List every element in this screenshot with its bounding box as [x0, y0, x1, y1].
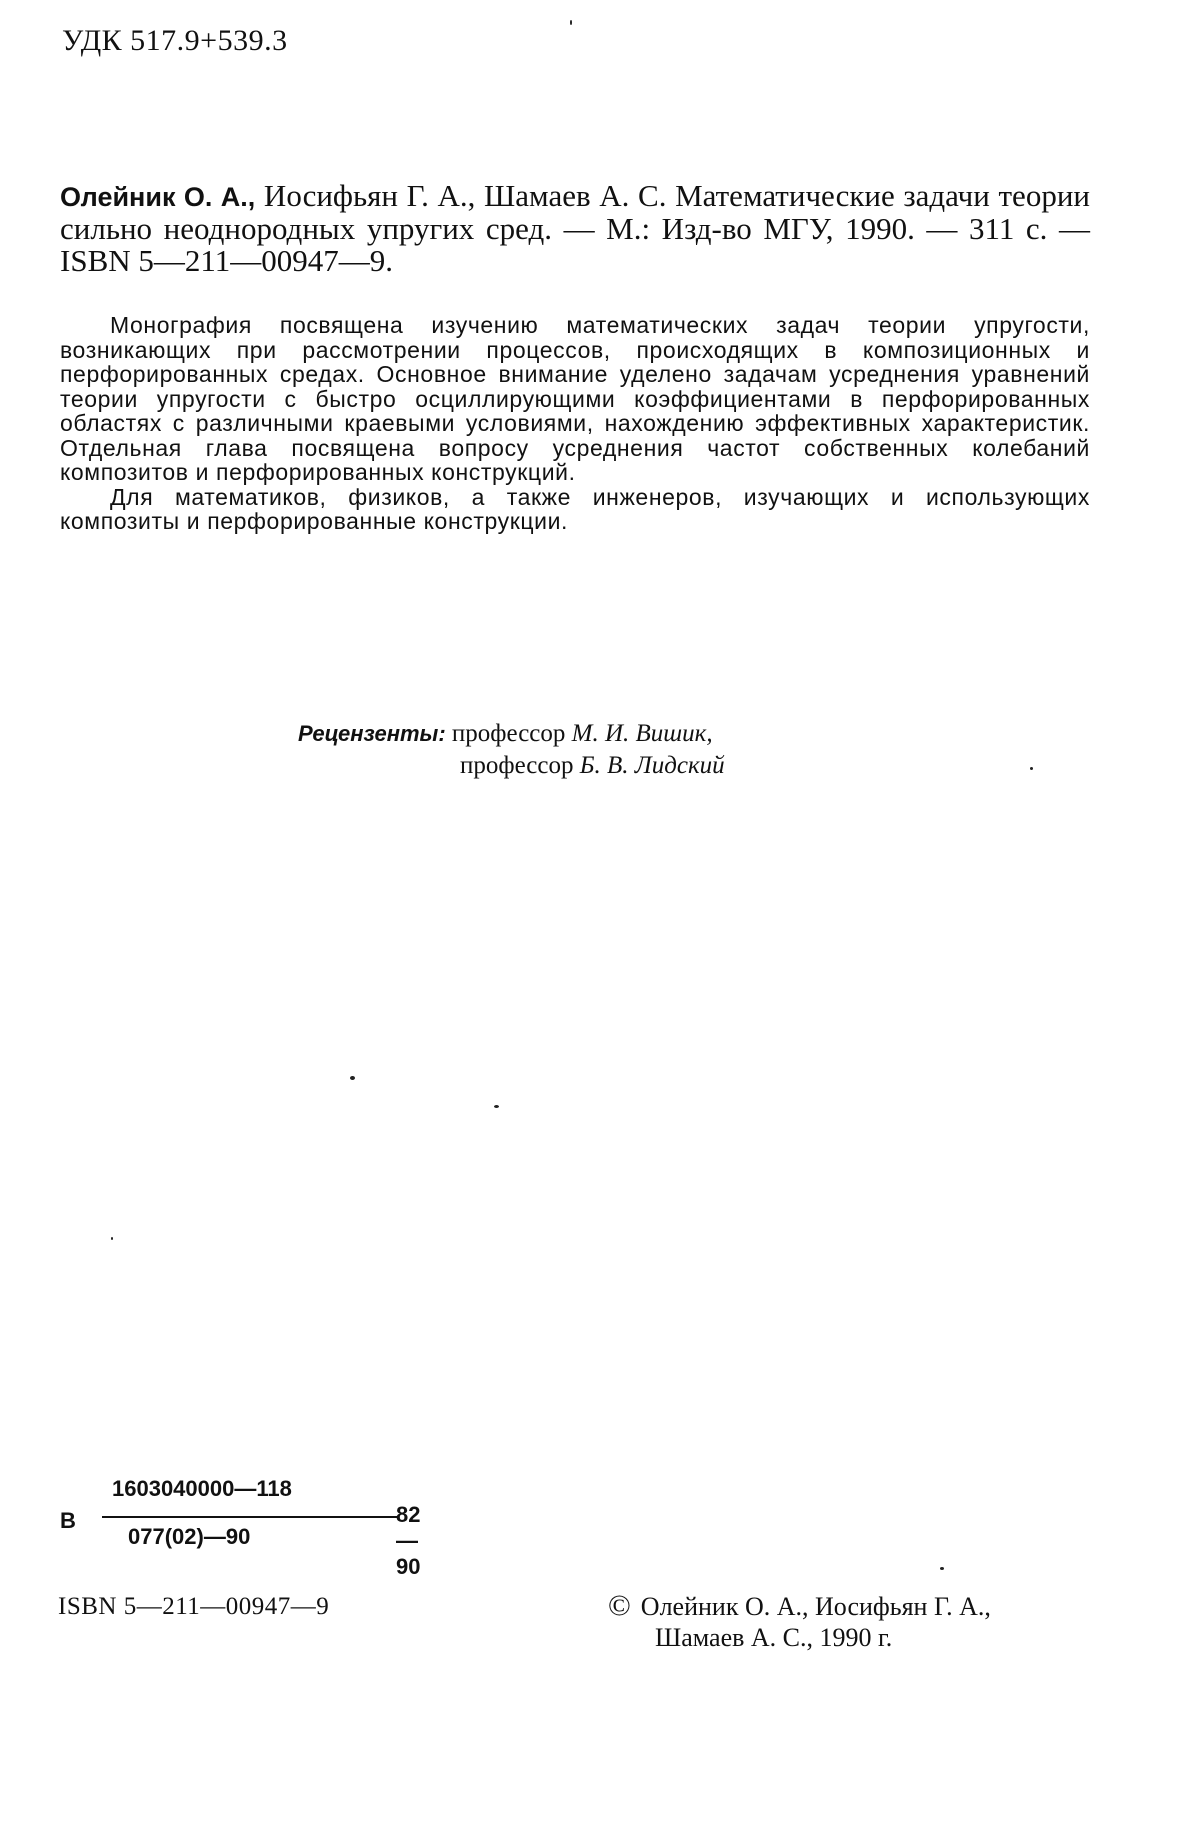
scan-speck — [494, 1105, 499, 1108]
bibliographic-citation — [60, 180, 1090, 277]
audience-paragraph: Для математиков, физиков, а также инженеров, изучающих и использующих композиты и перфорированные конструкции. — [60, 483, 1090, 534]
citation-first-author: Олейник О. А., — [60, 182, 256, 212]
copyright-holders: Олейник О. А., Иосифьян Г. А., — [640, 1592, 991, 1621]
citation-text: Иосифьян Г. А., Шамаев А. С. Математические задачи теории сильно неоднородных упругих сред. — М.: Изд-во МГУ, 1990. — 311 с. — ISBN 5—211—00947—9. — [60, 178, 1090, 278]
scan-speck — [570, 20, 572, 25]
scan-speck — [1030, 767, 1033, 770]
abstract — [60, 313, 1090, 534]
isbn: ISBN 5—211—00947—9 — [58, 1593, 330, 1620]
index-numerator: 1603040000—118 — [112, 1476, 292, 1501]
reviewer-name: М. И. Вишик, — [571, 720, 713, 747]
reviewer-name: Б. В. Лидский — [579, 752, 725, 779]
copyright-notice — [608, 1590, 991, 1653]
reviewer-title: профессор — [460, 752, 574, 779]
udk-code: УДК 517.9+539.3 — [62, 24, 288, 57]
scan-speck — [111, 1237, 113, 1240]
abstract-paragraph: Монография посвящена изучению математических задач теории упругости, возникающих при рассмотрении процессов, происходящих в композиционных и перфорированных средах. Основное внимание уделено задачам усреднения уравнений теории упругости с быстро осциллирующими коэффициентами в перфорированных областях с различными краевыми условиями, нахождению эффективных характеристик. Отдельная глава посвящена вопросу усреднения частот собственных колебаний композитов и перфорированных конструкций. — [60, 312, 1090, 485]
reviewers-label: Рецензенты: — [298, 721, 446, 746]
reviewers-block — [298, 718, 725, 782]
index-letter: В — [60, 1508, 76, 1533]
copyright-line: Шамаев А. С., 1990 г. — [655, 1623, 893, 1652]
reviewer-row — [298, 718, 725, 750]
catalog-index-code — [60, 1476, 440, 1579]
index-suffix: 82—90 — [396, 1502, 421, 1579]
reviewer-title: профессор — [451, 720, 566, 747]
copyright-icon: © — [608, 1589, 631, 1622]
scan-speck — [350, 1076, 355, 1080]
copyright-line — [608, 1590, 991, 1622]
index-denominator: 077(02)—90 — [128, 1524, 251, 1549]
reviewer-row — [298, 750, 725, 782]
fraction-rule — [102, 1516, 398, 1518]
scan-speck — [940, 1567, 944, 1570]
